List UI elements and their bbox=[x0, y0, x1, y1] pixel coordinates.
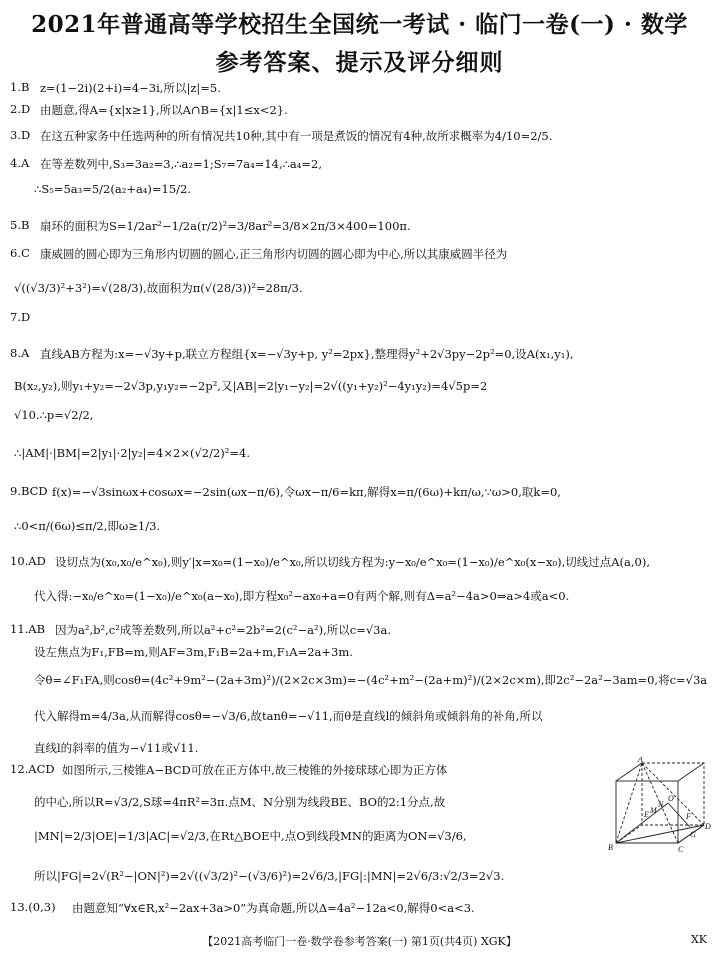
answer-line: 由题意,得A={x|x≥1},所以A∩B={x|1≤x<2}. bbox=[40, 103, 288, 117]
answer-number: 5.B bbox=[10, 218, 30, 232]
figure-label: F bbox=[686, 812, 691, 821]
footer-code: XK bbox=[690, 933, 707, 946]
answer-line: z=(1−2i)(2+i)=4−3i,所以|z|=5. bbox=[40, 81, 221, 95]
answer-number: 9.BCD bbox=[10, 484, 48, 498]
figure-label: E bbox=[644, 810, 649, 819]
figure-label: C bbox=[678, 845, 684, 853]
answer-number: 3.D bbox=[10, 128, 31, 142]
page-footer: 【2021高考临门一卷·数学卷参考答案(一) 第1页(共4页) XGK】 bbox=[202, 935, 517, 948]
answer-line: 代入得:−x₀/e^x₀=(1−x₀)/e^x₀(a−x₀),即方程x₀²−ax₀+a=0有两个解,则有Δ=a²−4a>0⇒a>4或a<0. bbox=[34, 589, 570, 603]
figure-label: A bbox=[638, 757, 643, 764]
figure-label: M bbox=[650, 806, 657, 815]
answer-number: 2.D bbox=[10, 102, 31, 116]
answer-number: 13.(0,3) bbox=[10, 900, 56, 914]
answer-line: 代入解得m=4/3a,从而解得cosθ=−√3/6,故tanθ=−√11,而θ是直线l的倾斜角或倾斜角的补角,所以 bbox=[34, 709, 543, 723]
answer-line: 令θ=∠F₁FA,则cosθ=(4c²+9m²−(2a+3m)²)/(2×2c×3m)=−(4c²+m²−(2a+m)²)/(2×2c×m),即2c²−2a²−3am=0,将c=√3a bbox=[34, 673, 708, 687]
answer-line: 直线AB方程为:x=−√3y+p,联立方程组{x=−√3y+p, y²=2px},整理得y²+2√3py−2p²=0,设A(x₁,y₁), bbox=[40, 347, 574, 361]
answer-line: f(x)=−√3sinωx+cosωx=−2sin(ωx−π/6),令ωx−π/6=kπ,解得x=π/(6ω)+kπ/ω,∵ω>0,取k=0, bbox=[52, 485, 561, 499]
answer-number: 10.AD bbox=[10, 554, 46, 568]
answer-line: 在等差数列中,S₃=3a₂=3,∴a₂=1;S₇=7a₄=14,∴a₄=2, bbox=[40, 157, 323, 171]
answer-line: 在这五种家务中任选两种的所有情况共10种,其中有一项是煮饭的情况有4种,故所求概率为4/10=2/5. bbox=[40, 129, 553, 143]
answer-line: 因为a²,b²,c²成等差数列,所以a²+c²=2b²=2(c²−a²),所以c=√3a. bbox=[55, 623, 391, 637]
answer-line: ∴|AM|·|BM|=2|y₁|·2|y₂|=4×2×(√2/2)²=4. bbox=[14, 446, 250, 460]
answer-line: ∴S₅=5a₃=5/2(a₂+a₄)=15/2. bbox=[34, 182, 192, 196]
answer-line: 直线l的斜率的值为−√11或√11. bbox=[34, 741, 199, 755]
answer-line: √10.∴p=√2/2, bbox=[14, 408, 94, 422]
figure-label: N bbox=[658, 800, 664, 809]
answer-number: 4.A bbox=[10, 156, 30, 170]
answer-line: B(x₂,y₂),则y₁+y₂=−2√3p,y₁y₂=−2p²,又|AB|=2|y₁−y₂|=2√((y₁+y₂)²−4y₁y₂)=4√5p=2 bbox=[14, 379, 488, 393]
answer-line: 由题意知“∀x∈R,x²−2ax+3a>0”为真命题,所以Δ=4a²−12a<0,解得0<a<3. bbox=[72, 901, 475, 915]
page-subtitle: 参考答案、提示及评分细则 bbox=[215, 49, 504, 76]
figure-label: O bbox=[668, 794, 674, 803]
answer-number: 11.AB bbox=[10, 622, 46, 636]
answer-line: 设切点为(x₀,x₀/e^x₀),则y′|x=x₀=(1−x₀)/e^x₀,所以切线方程为:y−x₀/e^x₀=(1−x₀)/e^x₀(x−x₀),切线过点A(a,0), bbox=[55, 555, 650, 569]
answer-line: √((√3/3)²+3²)=√(28/3),故面积为π(√(28/3))²=28π/3. bbox=[14, 281, 303, 295]
figure-label: G bbox=[690, 830, 696, 839]
answer-line: 所以|FG|=2√(R²−|ON|²)=2√((√3/2)²−(√3/6)²)=2√6/3,|FG|:|MN|=2√6/3:√2/3=2√3. bbox=[34, 869, 505, 883]
answer-number: 6.C bbox=[10, 246, 30, 260]
page-title: 2021年普通高等学校招生全国统一考试 · 临门一卷(一) · 数学 bbox=[31, 11, 688, 38]
answer-line: 扇环的面积为S=1/2ar²−1/2a(r/2)²=3/8ar²=3/8×2π/3×400=100π. bbox=[40, 219, 411, 233]
answer-number: 7.D bbox=[10, 310, 31, 324]
cube-figure bbox=[608, 757, 712, 853]
answer-line: 康威圆的圆心即为三角形内切圆的圆心,正三角形内切圆的圆心即为中心,所以其康威圆半径为 bbox=[40, 247, 508, 261]
answer-number: 12.ACD bbox=[10, 762, 55, 776]
answer-line: 设左焦点为F₁,FB=m,则AF=3m,F₁B=2a+m,F₁A=2a+3m. bbox=[34, 645, 353, 659]
answer-line: ∴0<π/(6ω)≤π/2,即ω≥1/3. bbox=[14, 519, 161, 533]
answer-line: 的中心,所以R=√3/2,S球=4πR²=3π.点M、N分别为线段BE、BO的2:1分点,故 bbox=[34, 795, 446, 809]
figure-label: D bbox=[705, 822, 711, 831]
answer-number: 1.B bbox=[10, 80, 30, 94]
answer-number: 8.A bbox=[10, 346, 30, 360]
answer-line: 如图所示,三棱锥A−BCD可放在正方体中,故三棱锥的外接球球心即为正方体 bbox=[62, 763, 448, 777]
figure-label: B bbox=[608, 843, 613, 852]
answer-line: |MN|=2/3|OE|=1/3|AC|=√2/3,在Rt△BOE中,点O到线段MN的距离为ON=√3/6, bbox=[34, 829, 467, 843]
